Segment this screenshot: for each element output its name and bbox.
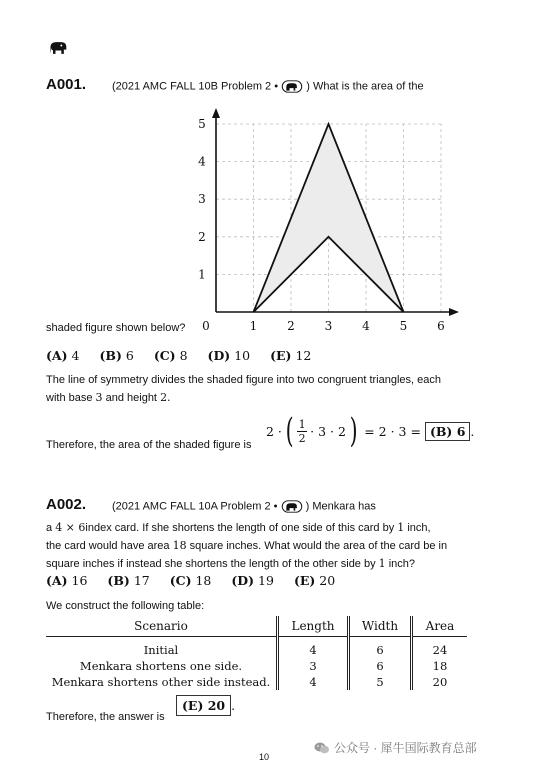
math-value: 2.: [160, 391, 171, 404]
elephant-logo-icon: [281, 80, 303, 93]
solution-text-part: and height: [105, 392, 157, 404]
answer-choice: [107, 573, 149, 588]
elephant-logo-icon: [281, 500, 303, 513]
source-text: (2021 AMC FALL 10A Problem 2 •: [112, 500, 278, 513]
table-header-cell: Width: [349, 616, 412, 637]
table-cell: Initial: [46, 637, 278, 659]
choice-value: 17: [133, 573, 150, 588]
watermark: [314, 739, 477, 756]
answer-choices: [46, 573, 355, 588]
table-row: [46, 658, 467, 674]
text-part: inch,: [407, 522, 431, 534]
choice-letter: (A): [46, 573, 68, 588]
solution-line: [46, 389, 496, 407]
table-cell: 24: [432, 643, 448, 657]
problem-source: [112, 500, 376, 513]
x-tick-label: 5: [399, 319, 408, 333]
question-line: [46, 555, 516, 573]
table-cell: 6: [349, 658, 412, 674]
choice-value: 16: [71, 573, 88, 588]
question-line: [46, 519, 516, 537]
text-part: the card would have area: [46, 540, 170, 552]
y-axis-arrow: [212, 108, 220, 118]
answer-choice: [154, 348, 188, 363]
final-answer: [176, 698, 235, 713]
choice-letter: (B): [107, 573, 130, 588]
answer-choice: [270, 348, 311, 363]
table-cell: 18: [432, 659, 448, 673]
answer-choice: [46, 573, 87, 588]
answer-choice: [170, 573, 212, 588]
y-tick-label: 3: [198, 192, 206, 207]
choice-letter: (D): [231, 573, 255, 588]
y-tick-label: 2: [198, 229, 206, 244]
table-cell: 3: [278, 658, 349, 674]
conclusion-text: Therefore, the area of the shaded figure is: [46, 439, 252, 451]
data-table-wrapper: [46, 616, 467, 690]
eq-lhs: 2 ·: [266, 423, 282, 439]
question-body: [46, 519, 516, 573]
table-cell: 5: [349, 674, 412, 690]
conclusion-text: Therefore, the answer is: [46, 711, 165, 723]
fraction-numerator: 1: [298, 417, 306, 431]
fraction: [297, 418, 307, 445]
data-table: [46, 616, 467, 690]
table-cell: Menkara shortens one side.: [46, 658, 278, 674]
answer-end: .: [231, 698, 236, 713]
choice-value: 10: [234, 348, 251, 363]
table-cell: 6: [349, 637, 412, 659]
math-value: 4 × 6: [55, 521, 86, 534]
text-part: inch?: [388, 558, 416, 570]
solution-text: [46, 372, 496, 407]
x-tick-label: 4: [362, 319, 370, 333]
table-cell: 4: [278, 674, 349, 690]
solution-line: The line of symmetry divides the shaded figure into two congruent triangles, each: [46, 374, 441, 386]
fraction-denominator: 2: [298, 431, 306, 445]
table-header-cell: Length: [278, 616, 349, 637]
table-header-cell: Area: [412, 616, 468, 637]
choice-letter: (B): [99, 348, 122, 363]
table-header-row: [46, 616, 467, 637]
eq-rhs: = 2 · 3 =: [364, 423, 421, 439]
x-axis-arrow: [449, 308, 459, 316]
question-text-end: shaded figure shown below?: [46, 322, 186, 334]
choice-value: 19: [258, 573, 274, 588]
table-cell: 20: [432, 675, 448, 689]
choice-letter: (C): [169, 573, 192, 588]
choice-letter: (E): [293, 573, 316, 588]
table-row: [46, 637, 467, 659]
table-row: [46, 674, 467, 690]
math-value: 1: [378, 557, 386, 570]
choice-value: 18: [195, 573, 212, 588]
choice-letter: (E): [270, 348, 292, 363]
choice-letter: (A): [46, 348, 68, 363]
choice-value: 4: [71, 348, 80, 363]
math-value: 3: [95, 391, 103, 404]
text-part: a: [46, 522, 53, 534]
paren-right: ): [349, 411, 358, 451]
wechat-icon: [314, 741, 330, 755]
y-tick-label: 5: [198, 117, 206, 131]
answer-box: (E) 20: [176, 695, 231, 716]
question-text: ) What is the area of the: [306, 80, 424, 93]
choice-value: 12: [295, 348, 312, 363]
math-value: 18: [172, 539, 187, 552]
choice-value: 20: [319, 573, 336, 588]
solution-equation: [266, 411, 475, 451]
math-value: 1: [397, 521, 405, 534]
problem-source: [112, 80, 424, 93]
choice-value: 6: [125, 348, 134, 363]
problem-id: A002.: [46, 496, 87, 513]
answer-choices: [46, 348, 331, 363]
eq-end: .: [470, 423, 475, 439]
answer-choice: [294, 573, 335, 588]
x-tick-label: 6: [437, 319, 445, 333]
answer-choice: [46, 348, 79, 363]
question-line: [46, 537, 516, 555]
page-number: 10: [259, 752, 270, 762]
answer-choice: [231, 573, 274, 588]
y-tick-label: 1: [198, 267, 206, 282]
y-tick-label: 4: [198, 154, 206, 169]
x-tick-label: 2: [287, 319, 295, 333]
x-tick-label: 3: [324, 319, 333, 333]
text-part: square inches if instead she shortens the length of the other side by: [46, 558, 376, 570]
answer-box: (B) 6: [425, 422, 470, 441]
x-tick-label: 1: [249, 319, 258, 333]
source-text: (2021 AMC FALL 10B Problem 2 •: [112, 80, 279, 93]
paren-left: (: [285, 411, 294, 451]
answer-choice: [208, 348, 251, 363]
area-chart: [190, 104, 466, 336]
choice-letter: (D): [207, 348, 231, 363]
table-intro: We construct the following table:: [46, 600, 205, 612]
choice-letter: (C): [153, 348, 176, 363]
x-tick-label: 0: [202, 319, 210, 333]
shaded-region: [254, 124, 404, 312]
elephant-logo-icon: [48, 40, 68, 56]
solution-text-part: with base: [46, 392, 93, 404]
question-text: ) Menkara has: [305, 500, 376, 513]
watermark-text: 公众号 · 犀牛国际教育总部: [334, 741, 477, 755]
answer-choice: [99, 348, 133, 363]
table-cell: 4: [278, 637, 349, 659]
table-cell: Menkara shortens other side instead.: [46, 674, 278, 690]
problem-id: A001.: [46, 76, 87, 93]
text-part: square inches. What would the area of the card be in: [189, 540, 448, 552]
eq-inner: · 3 · 2: [310, 423, 346, 439]
choice-value: 8: [179, 348, 188, 363]
text-part: index card. If she shortens the length of one side of this card by: [85, 522, 395, 534]
table-header-cell: Scenario: [46, 616, 278, 637]
